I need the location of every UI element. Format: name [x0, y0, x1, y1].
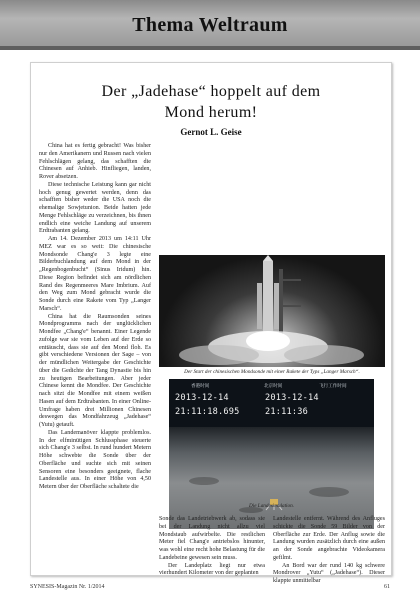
rocket-launch-image [159, 255, 385, 367]
crater [309, 487, 349, 497]
article-headline [31, 81, 391, 123]
headline-line-1: Der „Jadehase“ hoppelt auf dem [101, 83, 321, 100]
crater [189, 477, 219, 485]
time-left: 21:11:18.695 [175, 407, 240, 417]
page-footer [30, 584, 390, 590]
mission-clock-panel [169, 379, 374, 427]
figure-caption-simulation: Die Landesimulation. [249, 503, 294, 509]
text-column-1 [39, 143, 151, 492]
paragraph: Sonde das Landetriebwerk ab, sodass sie bei der Landung nicht allzu viel Mondstaub aufwirbelte. Die restlichen Meter fiel Chang'e antriebslos hinunter, was wohl eine recht hohe Belastung für die Landebeine gewesen sein muss. [159, 516, 265, 561]
paragraph: An Bord war der rund 140 kg schwere Mondrover „Yutu“ („Jadehase“). Dieser klappte unmittelbar [273, 562, 385, 584]
paragraph: Am 14. Dezember 2013 um 14:11 Uhr MEZ war es so weit: Die chinesische Mondsonde Chang'e 3 legte eine Bilderbuchlandung auf dem Mond in der „Regenbogenbucht“ (Sinus Iridum) hin. Diese Region befindet sich am nördlichen Rand des Regenmeeres Mare Imbrium. Auf den Weg zum Mond gebracht wurde die Sonde durch eine Rakete vom Typ „Langer Marsch“. [39, 236, 151, 312]
label-hk-time: 香港时间 [191, 384, 210, 389]
label-beijing-time: 北京时间 [264, 384, 283, 389]
paragraph: Landestelle entfernt. Während des Anfluges schickte die Sonde 59 Bilder von der Oberfläche zur Erde. Der Anflug sowie die Landung wurden zusätzlich durch eine außen an der Sonde angebrachte Videokamera gefilmt. [273, 516, 385, 561]
headline-line-2: Mond herum! [164, 104, 258, 121]
section-header-band [0, 0, 420, 46]
paragraph: China hat es fertig gebracht! Was bisher nur den Amerikanern und Russen nach vielen Fehlschlägen gelang, das schafften die Chinesen auf Anhieb. Hinfliegen, landen, Rover absetzen. [39, 143, 151, 180]
paragraph: Das Landemanöver klappte problemlos. In der elfminütigen Schlussphase steuerte sich Chang'e 3 selbst. In rund hundert Metern Höhe schwebte die Sonde über der Oberfläche und suchte sich mit seinen Sensoren eine besonders geeignete, flache Landestelle aus. In einer Höhe von 4,50 Metern über der Oberfläche schaltete die [39, 429, 151, 490]
header-divider [0, 46, 420, 50]
article-page [30, 62, 392, 584]
figure-caption-launch: Der Start der chinesischen Mondsonde mit einer Rakete der Typs „Langer Marsch“. [184, 369, 360, 375]
date-mid: 2013-12-14 [265, 393, 319, 403]
date-left: 2013-12-14 [175, 393, 229, 403]
time-mid: 21:11:36 [265, 407, 308, 417]
magazine-name: SYNESIS-Magazin Nr. 1/2014 [30, 584, 105, 590]
page-number: 61 [384, 584, 390, 590]
paragraph: China hat die Raumsonden seines Mondprogramms nach der unglücklichen Mondfee „Chang'e“ benannt. Einer Legende zufolge war sie vom Leben auf der Erde so enttäuscht, dass sie auf den Mond floh. Es gibt verschiedene Versionen der Sage – von der mündlichen Weitergabe der Geschichte über die Gedichte der Tang Dynastie bis hin zu heutigen Bearbeitungen. Aber jeder Chinese kennt die Mondfee. Der Geschichte nach sitzt die Mondfee mit einem weißen Hasen auf dem Erdtrabanten. In einer Online-Umfrage haben drei Millionen Chinesen deswegen das Mondfahrzeug „Jadehase“ (Yutu) getauft. [39, 313, 151, 428]
label-flight-time: 飞行工作时间 [319, 384, 347, 389]
paragraph: Diese technische Leistung kann gar nicht hoch genug gewertet werden, denn das schafften bisher weder die USA noch die ehemalige Sowjetunion. Beide hatten jede Menge Fehlschläge zu verzeichnen, bis ihnen endlich eine weiche Landung auf unserem Erdtrabanten gelang. [39, 181, 151, 235]
moon-surface [169, 427, 374, 529]
article-author: Gernot L. Geise [180, 127, 242, 137]
text-column-3 [273, 516, 385, 586]
rocket-launch-photo [159, 255, 385, 367]
text-column-2 [159, 516, 265, 578]
paragraph: Der Landeplatz liegt nur etwa vierhundert Kilometer von der geplanten [159, 562, 265, 577]
section-title: Thema Weltraum [132, 14, 288, 36]
